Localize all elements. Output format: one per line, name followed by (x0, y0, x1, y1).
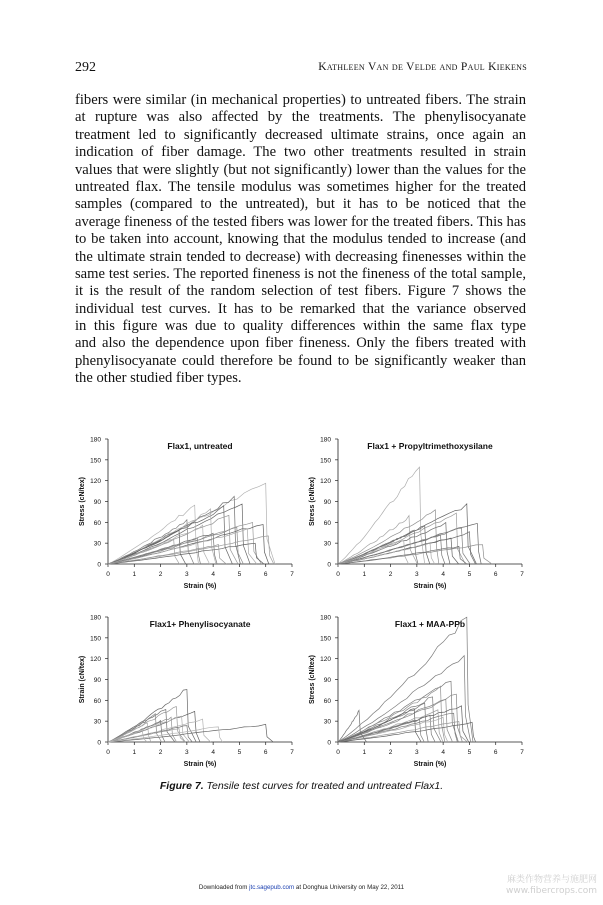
body-line: to be taken into account, knowing that the modulus tended to increase (and (75, 231, 526, 248)
x-axis-label: Strain (%) (183, 761, 217, 768)
x-tick-label: 7 (520, 749, 524, 756)
watermark (506, 875, 597, 897)
y-tick-label: 180 (90, 436, 101, 444)
x-tick-label: 1 (132, 571, 137, 578)
x-tick-label: 6 (493, 749, 498, 756)
y-tick-label: 150 (320, 457, 331, 465)
x-tick-label: 7 (520, 571, 524, 578)
x-tick-label: 7 (290, 571, 294, 578)
caption-text: Tensile test curves for treated and untreated Flax1. (206, 780, 444, 792)
x-axis-label: Strain (%) (183, 583, 217, 590)
page-header (75, 60, 527, 80)
y-tick-label: 0 (97, 739, 101, 747)
x-tick-label: 1 (362, 571, 367, 578)
body-line: the ultimate strain tended to decrease) with decreasing finenesses within the (75, 248, 526, 265)
x-tick-label: 5 (467, 571, 472, 578)
y-axis-label: Strain (cN/tex) (79, 655, 86, 704)
y-tick-label: 180 (320, 436, 331, 444)
body-line: it is the result of the random selection of test fibers. Figure 7 shows the (75, 283, 526, 300)
body-line: average fineness of the tested fibers was lower for the treated fibers. This has (75, 213, 526, 230)
footer-suffix: at Donghua University on May 22, 2011 (294, 884, 405, 891)
body-line: and also the dependence upon fiber fineness. Only the fibers treated with (75, 335, 526, 352)
test-curve (338, 706, 469, 742)
y-tick-label: 120 (90, 656, 101, 664)
x-tick-label: 1 (362, 749, 367, 756)
x-tick-label: 7 (290, 749, 294, 756)
caption-label: Figure 7. (159, 780, 204, 792)
chart-panel (79, 615, 294, 769)
x-tick-label: 1 (132, 749, 137, 756)
y-axis-label: Stress (cN/tex) (79, 476, 86, 527)
x-tick-label: 6 (263, 749, 268, 756)
y-tick-label: 60 (93, 519, 101, 527)
y-tick-label: 30 (323, 718, 331, 726)
y-tick-label: 120 (320, 656, 331, 664)
y-tick-label: 60 (323, 519, 331, 527)
x-tick-label: 0 (336, 571, 340, 578)
x-tick-label: 3 (185, 571, 189, 578)
x-tick-label: 4 (211, 749, 215, 756)
x-tick-label: 0 (336, 749, 340, 756)
x-tick-label: 5 (237, 749, 242, 756)
x-tick-label: 3 (415, 571, 419, 578)
x-tick-label: 0 (106, 749, 110, 756)
y-tick-label: 150 (90, 457, 101, 465)
figure-caption (0, 780, 603, 792)
body-line: at rupture was also affected by the treatments. The phenylisocyanate (75, 109, 526, 126)
y-tick-label: 30 (93, 540, 101, 548)
footer-link[interactable]: jtc.sagepub.com (249, 884, 295, 891)
chart-panel (309, 437, 524, 591)
y-tick-label: 120 (90, 478, 101, 486)
x-tick-label: 3 (415, 749, 419, 756)
y-tick-label: 0 (327, 739, 331, 747)
chart-title: Flax1 + MAA-PPb (394, 619, 466, 629)
y-tick-label: 120 (320, 478, 331, 486)
x-axis-label: Strain (%) (413, 583, 447, 590)
x-tick-label: 2 (388, 571, 393, 578)
body-line: treatment led to significantly decreased ultimate strains, once again an (75, 126, 526, 143)
x-tick-label: 2 (158, 571, 163, 578)
body-line: individual test curves. It has to be remarked that the variance observed (75, 300, 526, 317)
x-tick-label: 3 (185, 749, 189, 756)
body-line: samples (compared to the untreated), but it has to be noticed that the (75, 196, 526, 213)
y-tick-label: 180 (90, 614, 101, 622)
x-tick-label: 4 (441, 749, 445, 756)
x-tick-label: 5 (237, 571, 242, 578)
body-line: untreated flax. The tensile modulus was sometimes higher for the treated (75, 178, 526, 195)
y-tick-label: 90 (323, 499, 331, 506)
body-line: fibers were similar (in mechanical properties) to untreated fibers. The strain (75, 92, 526, 108)
x-tick-label: 6 (263, 571, 268, 578)
x-tick-label: 2 (388, 749, 393, 756)
y-tick-label: 30 (93, 718, 101, 726)
y-tick-label: 180 (320, 614, 331, 622)
y-tick-label: 60 (323, 697, 331, 705)
y-axis-label: Stress (cN/tex) (309, 654, 316, 705)
x-tick-label: 4 (211, 571, 215, 578)
y-axis-label: Stress (cN/tex) (309, 476, 316, 527)
test-curve (338, 656, 471, 742)
y-tick-label: 150 (90, 635, 101, 643)
body-line: same test series. The reported fineness is not the fineness of the total sample, (75, 265, 526, 282)
y-tick-label: 150 (320, 635, 331, 643)
test-curve (338, 516, 417, 564)
watermark-line2: www.fibercrops.com (506, 886, 597, 896)
running-head: Kathleen Van de Velde and Paul Kiekens (318, 61, 527, 73)
x-axis-label: Strain (%) (413, 761, 447, 768)
chart-panel (309, 615, 524, 769)
y-tick-label: 90 (93, 499, 101, 506)
chart-title: Flax1 + Propyltrimethoxysilane (367, 441, 493, 451)
y-tick-label: 60 (93, 697, 101, 705)
body-line: in this figure was due to quality differences within the same flax type (75, 318, 526, 335)
y-tick-label: 90 (93, 677, 101, 684)
body-line: the other studied fiber types. (75, 370, 242, 387)
y-tick-label: 0 (97, 561, 101, 569)
body-line: phenylisocyanate could therefore be found to be significantly weaker than (75, 352, 526, 369)
x-tick-label: 0 (106, 571, 110, 578)
chart-title: Flax1+ Phenylisocyanate (149, 619, 251, 629)
body-paragraph (75, 92, 526, 388)
y-tick-label: 0 (327, 561, 331, 569)
y-tick-label: 30 (323, 540, 331, 548)
x-tick-label: 6 (493, 571, 498, 578)
x-tick-label: 5 (467, 749, 472, 756)
y-tick-label: 90 (323, 677, 331, 684)
page-number: 292 (75, 60, 96, 75)
figure-7 (70, 425, 532, 795)
body-line: values that were slightly (but not significantly) lower than the values for the (75, 161, 526, 178)
body-line: indication of fiber damage. The two other treatments resulted in strain (75, 144, 526, 161)
x-tick-label: 2 (158, 749, 163, 756)
footer-prefix: Downloaded from (198, 884, 250, 891)
chart-panel (79, 437, 294, 591)
x-tick-label: 4 (441, 571, 445, 578)
watermark-line1: 麻类作物营养与施肥网 (506, 875, 597, 885)
chart-title: Flax1, untreated (167, 441, 233, 451)
